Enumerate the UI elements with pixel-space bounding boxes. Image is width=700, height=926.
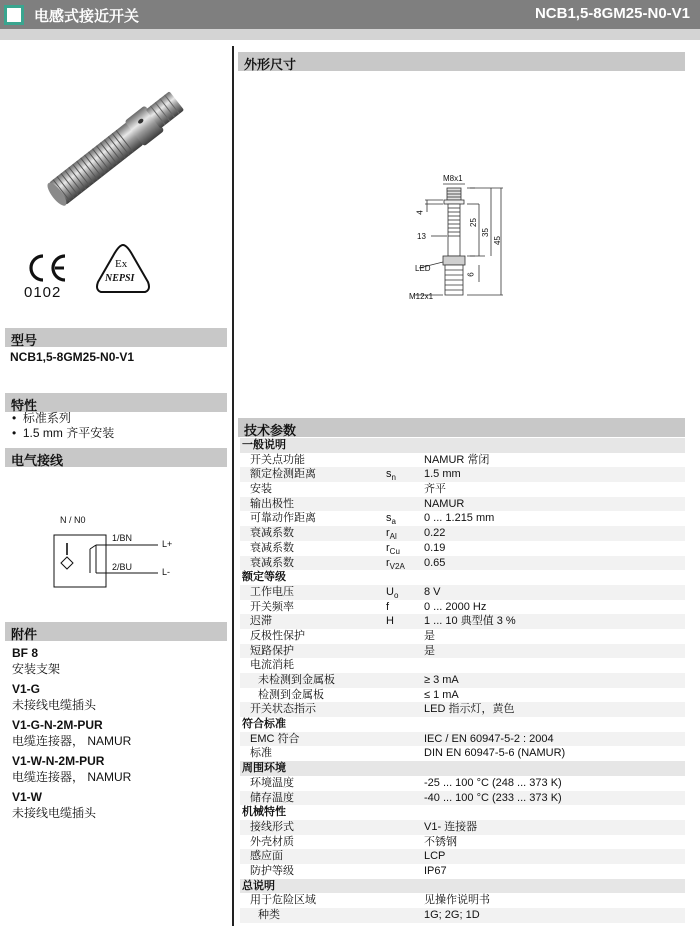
spec-symbol-sub: Cu [389, 547, 400, 556]
accessory-item [12, 646, 131, 677]
accessory-code: V1-G-N-2M-PUR [12, 718, 103, 732]
spec-row [240, 467, 685, 482]
page-title: 电感式接近开关 [34, 8, 140, 25]
spec-value: 是 [424, 644, 435, 657]
header-square-icon [4, 5, 24, 25]
spec-row [240, 820, 685, 835]
spec-name: 衰减系数 [250, 527, 294, 540]
spec-row [240, 776, 685, 791]
accessory-desc: 电缆连接器， NAMUR [12, 770, 132, 784]
spec-row [240, 835, 685, 850]
accessory-code: BF 8 [12, 646, 39, 660]
spec-name: 检测到金属板 [258, 688, 324, 701]
accessory-desc: 安装支架 [12, 662, 61, 676]
model-value: NCB1,5-8GM25-N0-V1 [10, 350, 135, 364]
wiring-minus: L- [162, 567, 171, 577]
spec-name: EMC 符合 [250, 732, 300, 745]
spec-subheader [240, 879, 685, 894]
spec-row [240, 541, 685, 556]
spec-name: 感应面 [250, 850, 283, 863]
sensor-product-image [30, 75, 210, 215]
wiring-title: N / N0 [60, 515, 86, 525]
spec-symbol-sub: V2A [389, 561, 405, 571]
spec-row [240, 746, 685, 761]
spec-value: 见操作说明书 [424, 894, 490, 907]
wiring-diagram [50, 515, 190, 590]
accessory-desc: 未接线电缆插头 [12, 806, 97, 820]
spec-symbol-sub: o [393, 591, 399, 601]
spec-symbol-main: s [386, 468, 392, 481]
spec-name: 反极性保护 [250, 629, 305, 642]
spec-value: 8 V [424, 585, 441, 598]
spec-name: 标准 [250, 747, 272, 760]
spec-subheader [240, 717, 685, 732]
spec-symbol-main: H [386, 615, 394, 628]
dim-m8-label: M8x1 [443, 174, 463, 183]
spec-value: LED 指示灯，黄色 [424, 703, 515, 716]
spec-value: DIN EN 60947-5-6 (NAMUR) [424, 747, 566, 760]
spec-value: -25 ... 100 °C (248 ... 373 K) [424, 776, 562, 789]
accessory-list [12, 646, 131, 826]
title-bar [0, 0, 700, 29]
spec-name: 接线形式 [250, 820, 294, 833]
model-section-header: 型号 [5, 328, 227, 347]
ce-mark-icon [25, 252, 75, 284]
spec-row [240, 658, 685, 673]
spec-row [240, 732, 685, 747]
wiring-plus: L+ [162, 539, 173, 549]
spec-subheader-label: 机械特性 [242, 806, 286, 819]
spec-value: IP67 [424, 864, 447, 877]
spec-row [240, 702, 685, 717]
dimension-drawing [405, 172, 525, 307]
spec-name: 短路保护 [250, 644, 294, 657]
spec-name: 开关状态指示 [250, 703, 316, 716]
spec-subheader [240, 805, 685, 820]
accessory-item [12, 682, 131, 713]
spec-value: 0.22 [424, 527, 446, 540]
spec-name: 储存温度 [250, 791, 294, 804]
spec-value: 0.65 [424, 556, 446, 569]
spec-value: -40 ... 100 °C (233 ... 373 K) [424, 791, 562, 804]
spec-value: V1- 连接器 [424, 820, 478, 833]
nepsi-ex-icon [93, 242, 153, 298]
spec-value: IEC / EN 60947-5-2 : 2004 [424, 732, 554, 745]
spec-symbol-sub: Al [389, 532, 397, 542]
spec-name: 用于危险区域 [250, 894, 316, 907]
spec-row [240, 893, 685, 908]
spec-value: 0.19 [424, 541, 446, 554]
spec-value: ≥ 3 mA [424, 674, 459, 686]
spec-name: 衰减系数 [250, 541, 294, 554]
wiring-pin1: 1/BN [112, 533, 133, 543]
spec-value: 0 ... 1.215 mm [424, 512, 495, 525]
spec-subheader [240, 438, 685, 453]
spec-name: 防护等级 [250, 864, 294, 877]
spec-value: NAMUR 常闭 [424, 453, 490, 466]
ex-label: Ex [115, 258, 128, 270]
spec-row [240, 526, 685, 541]
spec-value: 1 ... 10 典型值 3 % [424, 615, 516, 628]
dim-13-label: 13 [417, 232, 426, 241]
spec-row [240, 497, 685, 512]
spec-value: 1.5 mm [424, 468, 461, 481]
spec-name: 额定检测距离 [250, 468, 316, 481]
dim-led-label: LED [415, 264, 431, 273]
spec-name: 输出极性 [250, 497, 294, 510]
accessory-desc: 未接线电缆插头 [12, 698, 97, 712]
header-divider [0, 29, 700, 40]
dim-45-label: 45 [492, 236, 502, 245]
spec-subheader [240, 570, 685, 585]
feature-list [12, 411, 114, 441]
spec-symbol-main: U [386, 585, 394, 598]
spec-table [240, 438, 685, 923]
spec-name: 安装 [250, 483, 272, 496]
spec-symbol-main: s [386, 512, 392, 525]
spec-row [240, 600, 685, 615]
spec-symbol-sub: n [391, 473, 396, 483]
accessory-code: V1-W-N-2M-PUR [12, 754, 105, 768]
spec-name: 衰减系数 [250, 556, 294, 569]
spec-row [240, 453, 685, 468]
spec-value: ≤ 1 mA [424, 688, 459, 701]
spec-value: 1G; 2G; 1D [424, 909, 480, 921]
spec-subheader [240, 761, 685, 776]
spec-name: 外壳材质 [250, 835, 294, 848]
column-divider [232, 46, 234, 926]
spec-row [240, 688, 685, 703]
spec-row [240, 511, 685, 526]
accessory-desc: 电缆连接器， NAMUR [12, 734, 132, 748]
dim-35-label: 35 [480, 228, 490, 237]
spec-row [240, 629, 685, 644]
accessory-item [12, 754, 131, 785]
spec-name: 未检测到金属板 [258, 674, 335, 686]
spec-value: 不锈钢 [424, 835, 457, 848]
spec-row [240, 673, 685, 688]
spec-value: LCP [424, 850, 446, 863]
dimensions-section-header: 外形尺寸 [238, 52, 685, 71]
dim-6-label: 6 [466, 272, 476, 277]
spec-row [240, 791, 685, 806]
spec-subheader-label: 总说明 [242, 879, 275, 892]
spec-subheader-label: 周围环境 [242, 762, 286, 775]
dim-25-label: 25 [468, 218, 478, 227]
spec-row [240, 908, 685, 923]
spec-symbol-sub: a [391, 517, 396, 527]
specs-section-header: 技术参数 [238, 418, 685, 437]
wiring-pin2: 2/BU [112, 562, 133, 572]
spec-row [240, 585, 685, 600]
dim-m12-label: M12x1 [409, 292, 434, 301]
spec-symbol-main: r [386, 556, 390, 569]
spec-row [240, 864, 685, 879]
spec-symbol-main: f [386, 600, 390, 613]
spec-symbol-main: r [386, 541, 390, 554]
spec-value: 是 [424, 629, 435, 642]
accessories-section-header: 附件 [5, 622, 227, 641]
dim-4-label: 4 [415, 210, 425, 215]
spec-row [240, 614, 685, 629]
spec-value: 齐平 [424, 483, 446, 496]
wiring-section-header: 电气接线 [5, 448, 227, 467]
spec-value: NAMUR [424, 497, 465, 510]
feature-item: • 1.5 mm 齐平安装 [12, 426, 115, 440]
spec-subheader-label: 一般说明 [242, 439, 286, 451]
model-title: NCB1,5-8GM25-N0-V1 [534, 5, 690, 22]
spec-name: 电流消耗 [250, 659, 294, 672]
accessory-code: V1-W [12, 790, 42, 804]
spec-row [240, 849, 685, 864]
spec-name: 开关点功能 [250, 453, 305, 466]
accessory-item [12, 790, 131, 821]
spec-symbol-main: r [386, 527, 390, 540]
spec-row [240, 482, 685, 497]
spec-value: 0 ... 2000 Hz [424, 600, 487, 613]
spec-name: 工作电压 [250, 585, 294, 598]
nepsi-label: NEPSI [105, 273, 135, 284]
spec-name: 环境温度 [250, 776, 294, 789]
spec-row [240, 556, 685, 571]
ce-number: 0102 [24, 284, 62, 301]
accessory-code: V1-G [12, 682, 41, 696]
spec-row [240, 644, 685, 659]
feature-item: • 标准系列 [12, 411, 71, 425]
spec-name: 开关频率 [250, 600, 294, 613]
spec-subheader-label: 符合标准 [242, 718, 286, 731]
spec-name: 迟滞 [250, 615, 272, 628]
spec-name: 种类 [258, 909, 280, 921]
accessory-item [12, 718, 131, 749]
spec-name: 可靠动作距离 [250, 512, 316, 525]
features-section-header: 特性 [5, 393, 227, 412]
spec-subheader-label: 额定等级 [242, 571, 286, 584]
